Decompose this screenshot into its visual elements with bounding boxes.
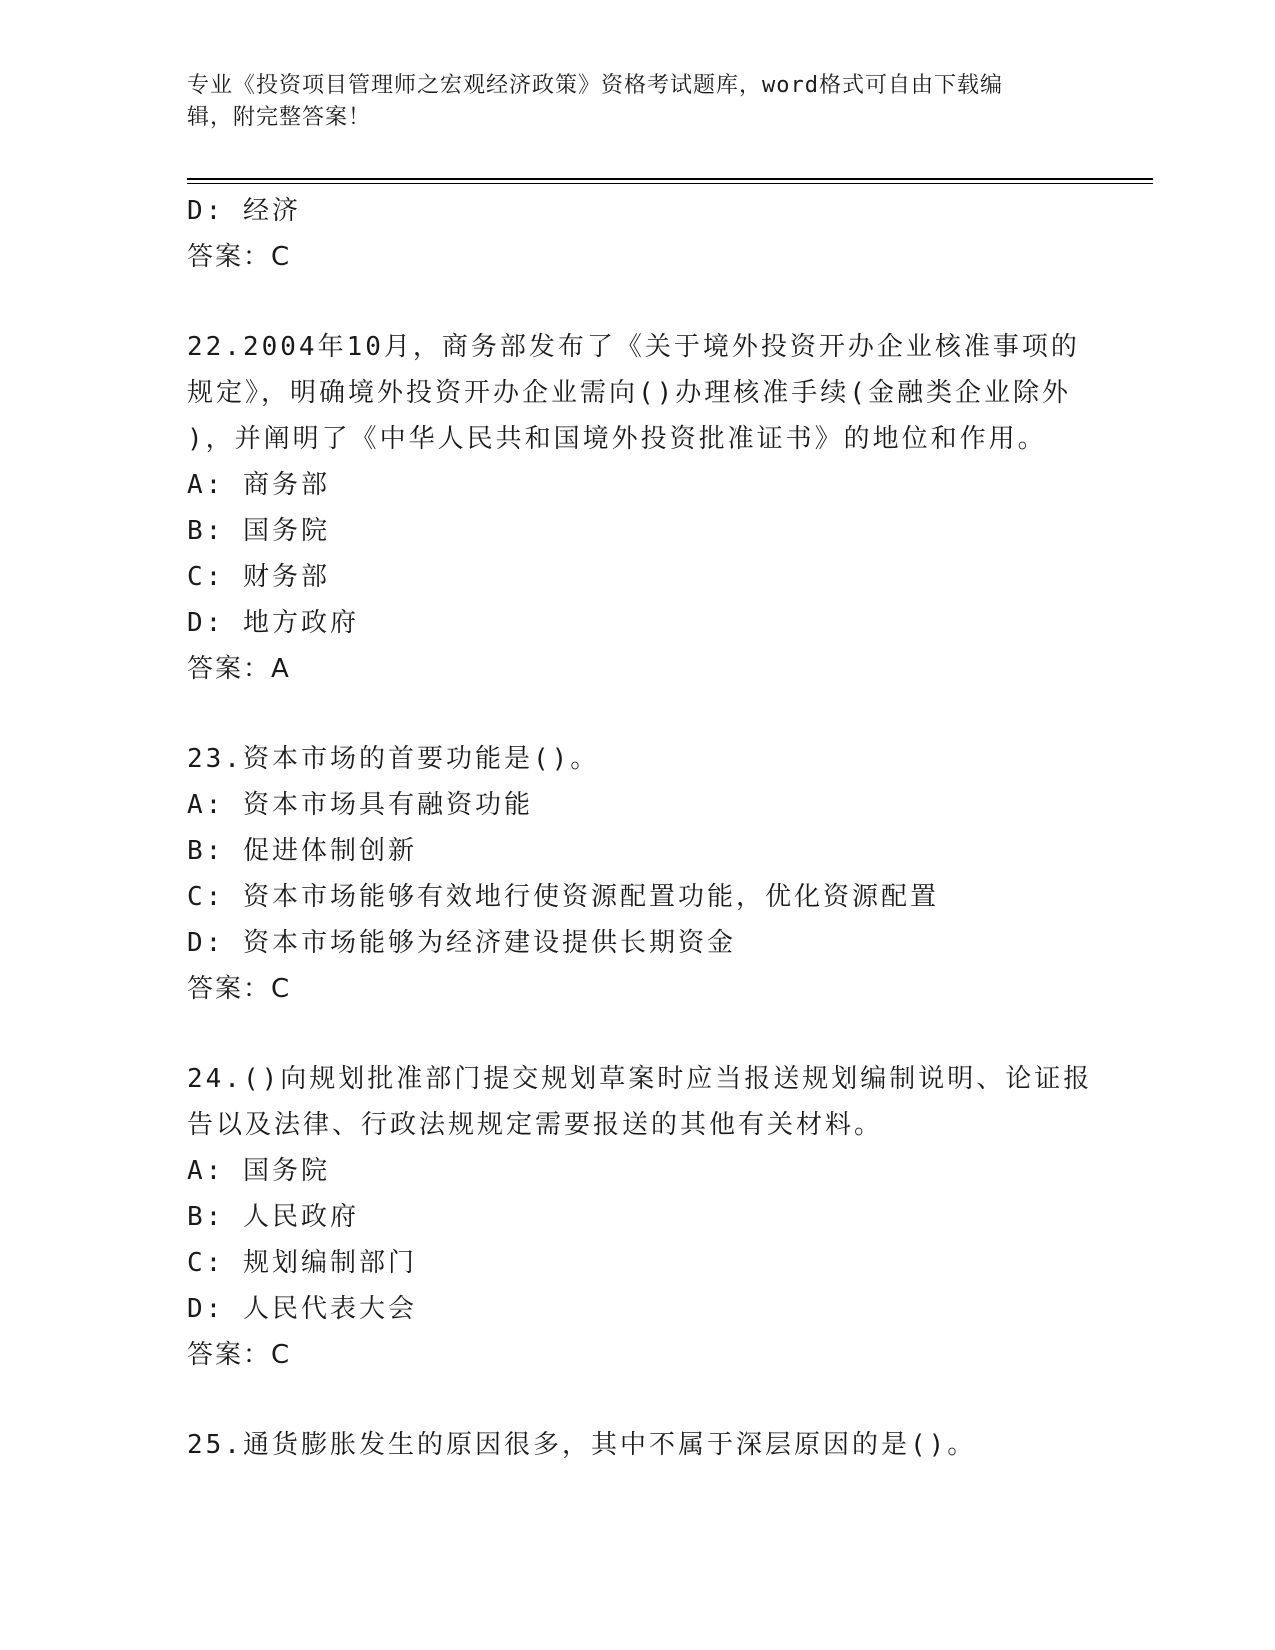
spacer bbox=[187, 280, 1087, 324]
question-22-answer: 答案：A bbox=[187, 654, 291, 684]
header-rule-thick bbox=[187, 178, 1153, 180]
question-23 bbox=[187, 736, 1087, 1012]
question-23-option-b: B: 促进体制创新 bbox=[187, 836, 417, 866]
question-24-option-c: C: 规划编制部门 bbox=[187, 1248, 417, 1278]
question-23-stem-line-1: 23.资本市场的首要功能是()。 bbox=[187, 744, 600, 774]
question-24 bbox=[187, 1056, 1093, 1378]
question-22-option-c: C: 财务部 bbox=[187, 562, 330, 592]
prev-answer: 答案：C bbox=[187, 242, 292, 272]
question-25 bbox=[187, 1422, 1087, 1468]
question-list bbox=[187, 188, 1093, 1468]
question-24-option-b: B: 人民政府 bbox=[187, 1202, 359, 1232]
question-22-stem-line-2: 规定》，明确境外投资开办企业需向()办理核准手续(金融类企业除外 bbox=[187, 378, 1071, 408]
question-24-option-d: D: 人民代表大会 bbox=[187, 1294, 417, 1324]
question-23-option-d: D: 资本市场能够为经济建设提供长期资金 bbox=[187, 928, 736, 958]
spacer bbox=[187, 1012, 1087, 1056]
question-22-option-d: D: 地方政府 bbox=[187, 608, 359, 638]
prev-option-d: D: 经济 bbox=[187, 196, 301, 226]
question-23-answer: 答案：C bbox=[187, 974, 292, 1004]
document-header bbox=[187, 70, 1077, 134]
question-23-option-c: C: 资本市场能够有效地行使资源配置功能，优化资源配置 bbox=[187, 882, 939, 912]
question-24-answer: 答案：C bbox=[187, 1340, 292, 1370]
question-25-stem-line-1: 25.通货膨胀发生的原因很多，其中不属于深层原因的是()。 bbox=[187, 1430, 977, 1460]
question-22-stem-line-3: )，并阐明了《中华人民共和国境外投资批准证书》的地位和作用。 bbox=[187, 424, 1047, 454]
question-22-stem-line-1: 22.2004年10月，商务部发布了《关于境外投资开办企业核准事项的 bbox=[187, 332, 1080, 362]
spacer bbox=[187, 692, 1087, 736]
question-22-option-b: B: 国务院 bbox=[187, 516, 330, 546]
question-22-option-a: A: 商务部 bbox=[187, 470, 330, 500]
header-line-2: 辑，附完整答案！ bbox=[187, 105, 372, 130]
question-24-option-a: A: 国务院 bbox=[187, 1156, 330, 1186]
question-24-stem-line-2: 告以及法律、行政法规规定需要报送的其他有关材料。 bbox=[187, 1110, 884, 1140]
question-24-stem-line-1: 24.()向规划批准部门提交规划草案时应当报送规划编制说明、论证报 bbox=[187, 1064, 1093, 1094]
question-23-option-a: A: 资本市场具有融资功能 bbox=[187, 790, 533, 820]
header-line-1: 专业《投资项目管理师之宏观经济政策》资格考试题库，word格式可自由下载编 bbox=[187, 73, 1003, 98]
question-22 bbox=[187, 324, 1087, 692]
header-rule-thin bbox=[187, 183, 1153, 184]
spacer bbox=[187, 1378, 1087, 1422]
